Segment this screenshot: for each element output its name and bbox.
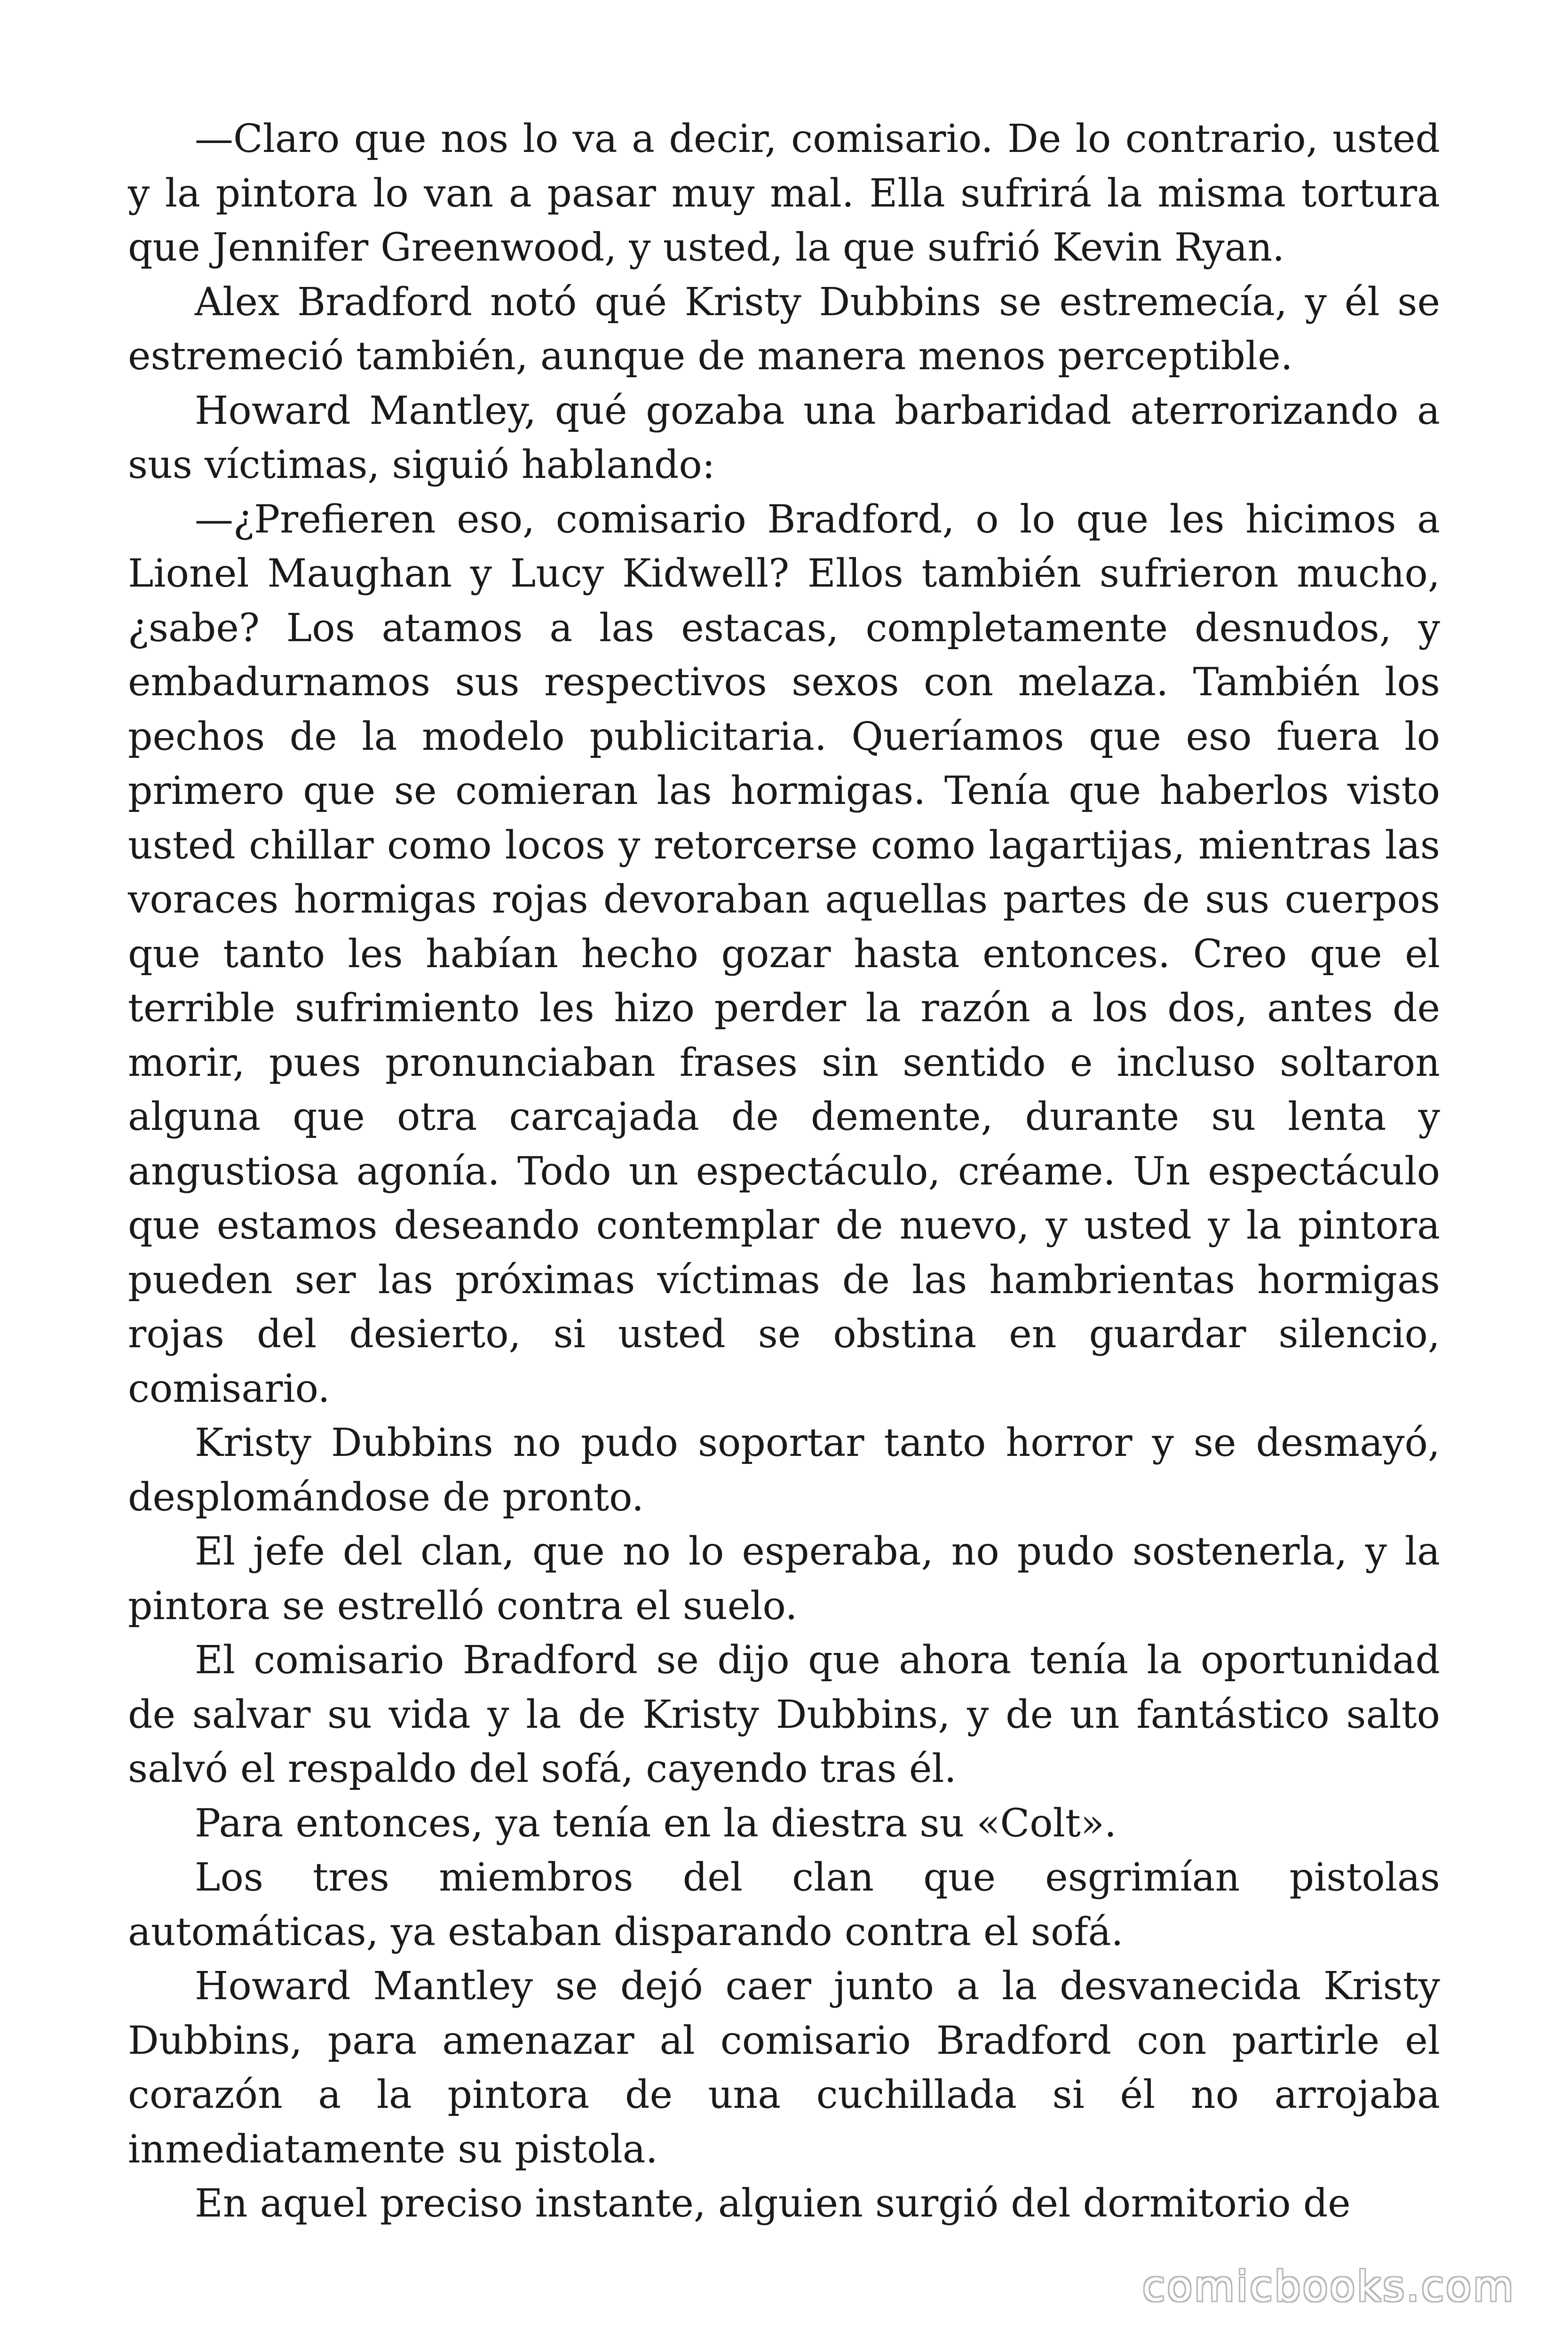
body-text: [128, 112, 1440, 2231]
paragraph: Alex Bradford notó qué Kristy Dubbins se estremecía, y él se estremeció también, aunque de manera menos perceptible.: [128, 279, 1440, 379]
paragraph: En aquel preciso instante, alguien surgió del dormitorio de: [195, 2181, 1351, 2226]
paragraph: El comisario Bradford se dijo que ahora tenía la oportunidad de salvar su vida y la de Kristy Dubbins, y de un fantástico salto salvó el respaldo del sofá, cayendo tras él.: [128, 1638, 1440, 1791]
paragraph: El jefe del clan, que no lo esperaba, no pudo sostenerla, y la pintora se estrelló contra el suelo.: [128, 1529, 1440, 1629]
paragraph: Howard Mantley se dejó caer junto a la desvanecida Kristy Dubbins, para amenazar al comisario Bradford con partirle el corazón a la pintora de una cuchillada si él no arrojaba inmediatamente su pistola.: [128, 1964, 1440, 2172]
paragraph: Howard Mantley, qué gozaba una barbaridad aterrorizando a sus víctimas, siguió hablando:: [128, 388, 1440, 487]
paragraph: Para entonces, ya tenía en la diestra su «Colt».: [195, 1801, 1117, 1846]
watermark: comicbooks.com: [1142, 2262, 1515, 2311]
paragraph: Los tres miembros del clan que esgrimían pistolas automáticas, ya estaban disparando contra el sofá.: [128, 1855, 1440, 1955]
paragraph: —¿Prefieren eso, comisario Bradford, o lo que les hicimos a Lionel Maughan y Lucy Kidwell? Ellos también sufrieron mucho, ¿sabe? Los atamos a las estacas, completamente desnudos, y embadurnamos sus respectivos sexos con melaza. También los pechos de la modelo publicitaria. Queríamos que eso fuera lo primero que se comieran las hormigas. Tenía que haberlos visto usted chillar como locos y retorcerse como lagartijas, mientras las voraces hormigas rojas devoraban aquellas partes de sus cuerpos que tanto les habían hecho gozar hasta entonces. Creo que el terrible sufrimiento les hizo perder la razón a los dos, antes de morir, pues pronunciaban frases sin sentido e incluso soltaron alguna que otra carcajada de demente, durante su lenta y angustiosa agonía. Todo un espectáculo, créame. Un espectáculo que estamos deseando contemplar de nuevo, y usted y la pintora pueden ser las próximas víctimas de las hambrientas hormigas rojas del desierto, si usted se obstina en guardar silencio, comisario.: [128, 497, 1440, 1411]
paragraph: Kristy Dubbins no pudo soportar tanto horror y se desmayó, desplomándose de pronto.: [128, 1421, 1440, 1520]
paragraph: —Claro que nos lo va a decir, comisario. De lo contrario, usted y la pintora lo van a pasar muy mal. Ella sufrirá la misma tortura que Jennifer Greenwood, y usted, la que sufrió Kevin Ryan.: [128, 117, 1440, 270]
